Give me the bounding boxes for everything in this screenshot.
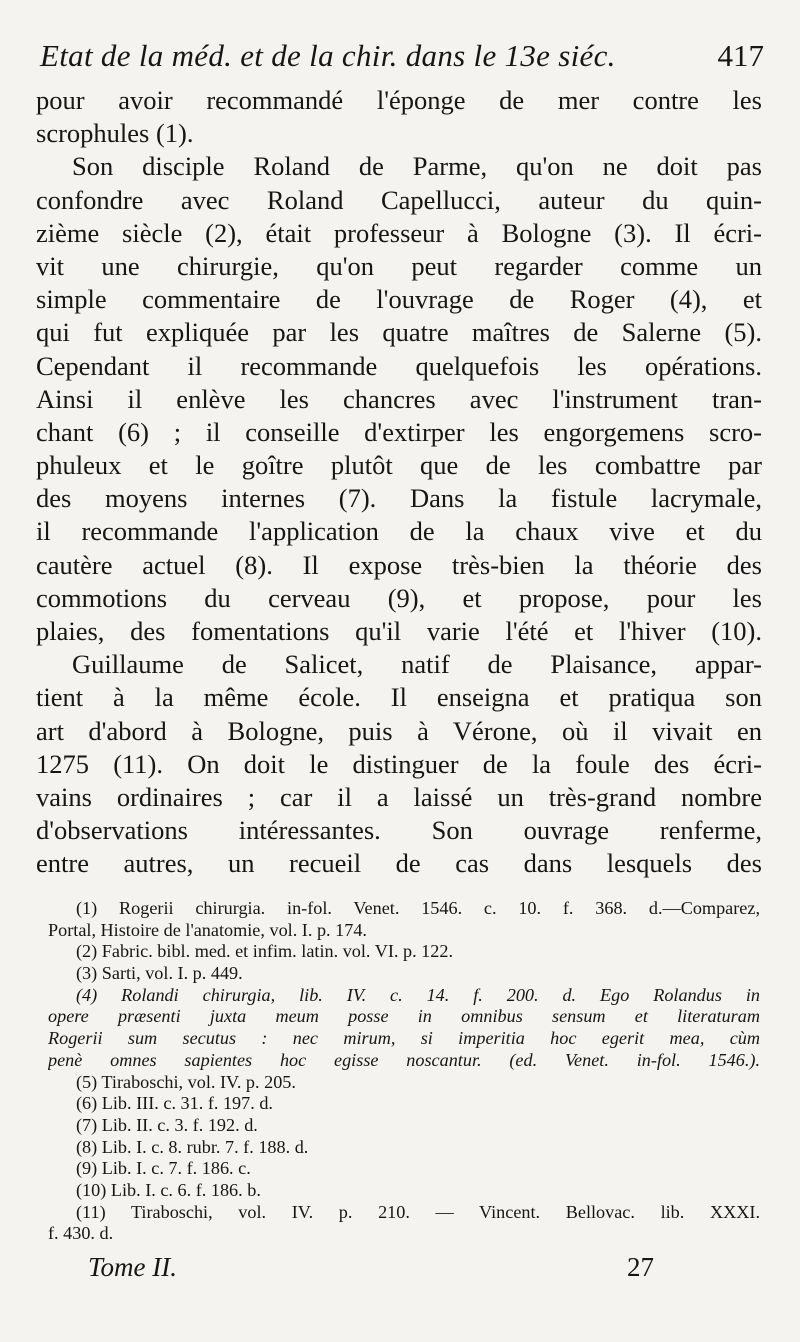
- body-line: pour avoir recommandé l'éponge de mer contre les: [36, 85, 762, 115]
- body-line: zième siècle (2), était professeur à Bologne (3). Il écri-: [36, 217, 762, 248]
- footnote-line: (7) Lib. II. c. 3. f. 192. d.: [76, 1114, 258, 1135]
- body-line: Guillaume de Salicet, natif de Plaisance, appar-: [72, 649, 762, 680]
- body-line: art d'abord à Bologne, puis à Vérone, où il vivait en: [36, 715, 762, 746]
- body-line: scrophules (1).: [36, 118, 194, 149]
- body-line: Cependant il recommande quelquefois les opérations.: [36, 350, 762, 381]
- body-line: phuleux et le goître plutôt que de les combattre par: [36, 450, 762, 481]
- body-line: vit une chirurgie, qu'on peut regarder comme un: [36, 250, 762, 281]
- body-line: vains ordinaires ; car il a laissé un très-grand nombre: [36, 781, 762, 812]
- body-line: plaies, des fomentations qu'il varie l'été et l'hiver (10).: [36, 616, 762, 646]
- volume-signature: Tome II.: [88, 1252, 178, 1282]
- body-line: d'observations intéressantes. Son ouvrage renferme,: [36, 815, 762, 846]
- body-line: simple commentaire de l'ouvrage de Roger (4), et: [36, 284, 762, 315]
- footnote-line: (2) Fabric. bibl. med. et infim. latin. vol. VI. p. 122.: [76, 941, 453, 962]
- footnote-line: opere præsenti juxta meum posse in omnibus sensum et literaturam: [48, 1006, 760, 1027]
- body-line: qui fut expliquée par les quatre maîtres de Salerne (5).: [36, 317, 762, 348]
- body-line: Son disciple Roland de Parme, qu'on ne doit pas: [72, 151, 762, 182]
- body-line: 1275 (11). On doit le distinguer de la foule des écri-: [36, 748, 762, 779]
- footnote-line: f. 430. d.: [48, 1223, 114, 1244]
- body-line: cautère actuel (8). Il expose très-bien la théorie des: [36, 549, 762, 580]
- body-line: entre autres, un recueil de cas dans lesquels des: [36, 848, 762, 879]
- running-head: Etat de la méd. et de la chir. dans le 13e siéc.: [40, 38, 616, 73]
- footnote-line: (10) Lib. I. c. 6. f. 186. b.: [76, 1179, 261, 1200]
- footnote-line: (4) Rolandi chirurgia, lib. IV. c. 14. f. 200. d. Ego Rolandus in: [76, 984, 760, 1005]
- page-number: 417: [717, 38, 764, 73]
- footnote-line: (1) Rogerii chirurgia. in-fol. Venet. 1546. c. 10. f. 368. d.—Comparez,: [76, 898, 760, 918]
- sheet-number: 27: [627, 1252, 654, 1282]
- footnote-line: Portal, Histoire de l'anatomie, vol. I. p. 174.: [48, 919, 367, 940]
- footnote-line: (8) Lib. I. c. 8. rubr. 7. f. 188. d.: [76, 1136, 309, 1157]
- body-text: [36, 84, 762, 881]
- body-line: il recommande l'application de la chaux vive et du: [36, 516, 762, 547]
- footnote-line: penè omnes sapientes hoc egisse noscantur. (ed. Venet. in-fol. 1546.).: [48, 1049, 760, 1070]
- footnote-line: (11) Tiraboschi, vol. IV. p. 210. — Vincent. Bellovac. lib. XXXI.: [76, 1201, 760, 1222]
- body-line: confondre avec Roland Capellucci, auteur du quin-: [36, 184, 762, 215]
- footnote-line: Rogerii sum secutus : nec mirum, si imperitia hoc egerit mea, cùm: [48, 1028, 760, 1049]
- body-line: chant (6) ; il conseille d'extirper les engorgemens scro-: [36, 416, 762, 447]
- body-line: tient à la même école. Il enseigna et pratiqua son: [36, 682, 762, 713]
- body-line: commotions du cerveau (9), et propose, pour les: [36, 582, 762, 613]
- footnote-line: (5) Tiraboschi, vol. IV. p. 205.: [76, 1071, 296, 1092]
- footnote-line: (6) Lib. III. c. 31. f. 197. d.: [76, 1093, 273, 1114]
- footnotes: [48, 898, 760, 1245]
- page-header: [40, 38, 764, 88]
- footnote-line: (3) Sarti, vol. I. p. 449.: [76, 963, 243, 984]
- footnote-line: (9) Lib. I. c. 7. f. 186. c.: [76, 1158, 251, 1179]
- page-footer: [88, 1252, 654, 1292]
- body-line: Ainsi il enlève les chancres avec l'instrument tran-: [36, 383, 762, 414]
- body-line: des moyens internes (7). Dans la fistule lacrymale,: [36, 483, 762, 514]
